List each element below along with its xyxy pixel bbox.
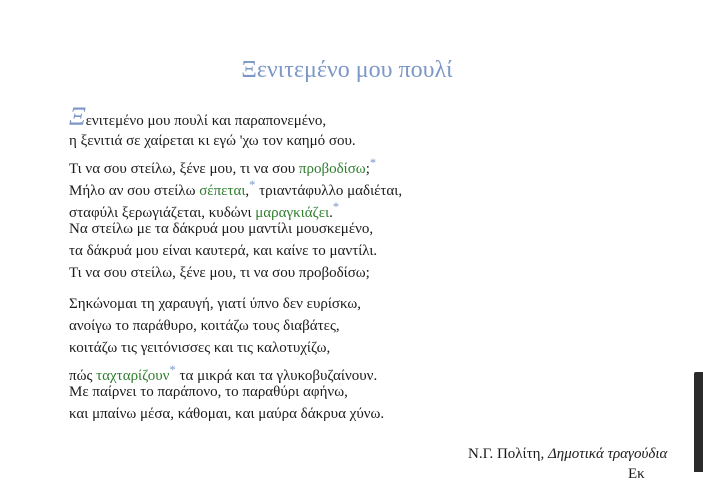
attribution-book: Δημοτικά τραγούδια (547, 446, 668, 462)
footnote-marker[interactable]: * (169, 363, 176, 377)
poem-line-3 (69, 152, 669, 177)
gloss-link-tachtarizoun[interactable]: ταχταρίζουν (96, 368, 170, 384)
footnote-marker[interactable]: * (369, 156, 377, 170)
footnote-marker[interactable]: * (332, 200, 340, 214)
poem-line-11: κοιτάζω τις γειτόνισσες και τις καλοτυχίζω, (69, 340, 331, 356)
poem-line-text: Τι να σου στείλω, ξένε μου, τι να σου (69, 161, 299, 177)
gloss-link-maragkiazei[interactable]: μαραγκιάζει (255, 205, 330, 221)
poem-line-10: ανοίγω το παράθυρο, κοιτάζω τους διαβάτες, (69, 318, 340, 334)
poem-body (69, 102, 669, 425)
gloss-link-sepetai[interactable]: σέπεται (199, 183, 246, 199)
poem-line-text: τριαντάφυλλο μαδιέται, (255, 183, 403, 199)
stanza-break (69, 284, 669, 293)
gloss-link-provodiso[interactable]: προβοδίσω (298, 161, 366, 177)
poem-line-1 (69, 102, 669, 131)
poem-line-6: Να στείλω με τα δάκρυά μου μαντίλι μουσκεμένο, (69, 221, 374, 237)
attribution-author: Ν.Γ. Πολίτη, (468, 446, 548, 462)
punctuation: , (245, 183, 250, 199)
poem-line-text: σταφύλι ξερωγιάζεται, κυδώνι (69, 205, 256, 221)
poem-line-8: Τι να σου στείλω, ξένε μου, τι να σου προβοδίσω; (69, 265, 370, 281)
poem-line-7: τα δάκρυά μου είναι καυτερά, και καίνε το μαντίλι. (69, 243, 378, 259)
poem-line-text: Μήλο αν σου στείλω (69, 183, 200, 199)
poem-line-text: τα μικρά και τα γλυκοβυζαίνουν. (175, 368, 378, 384)
punctuation: . (329, 205, 333, 221)
poem-line-2: η ξενιτιά σε χαίρεται κι εγώ 'χω τον καημό σου. (69, 133, 356, 149)
scrollbar-thumb[interactable] (694, 372, 703, 472)
attribution (468, 443, 667, 465)
poem-line-12 (69, 359, 669, 384)
footnote-marker[interactable]: * (249, 178, 256, 192)
poem-line-text: ενιτεμένο μου πουλί και παραπονεμένο, (85, 113, 327, 129)
poem-line-text: πώς (69, 368, 97, 384)
poem-line-13: Με παίρνει το παράπονο, το παραθύρι αφήνω, (69, 384, 348, 400)
poem-line-14: και μπαίνω μέσα, κάθομαι, και μαύρα δάκρυα χύνω. (69, 406, 385, 422)
poem-line-5 (69, 196, 669, 221)
poem-title: Ξενιτεμένο μου πουλί (241, 57, 453, 83)
poem-line-4 (69, 174, 669, 199)
poem-line-9: Σηκώνομαι τη χαραυγή, γιατί ύπνο δεν ευρίσκω, (69, 296, 362, 312)
attribution-continuation: Εκ (628, 466, 645, 482)
punctuation: ; (365, 161, 370, 177)
drop-cap: Ξ (69, 102, 86, 131)
